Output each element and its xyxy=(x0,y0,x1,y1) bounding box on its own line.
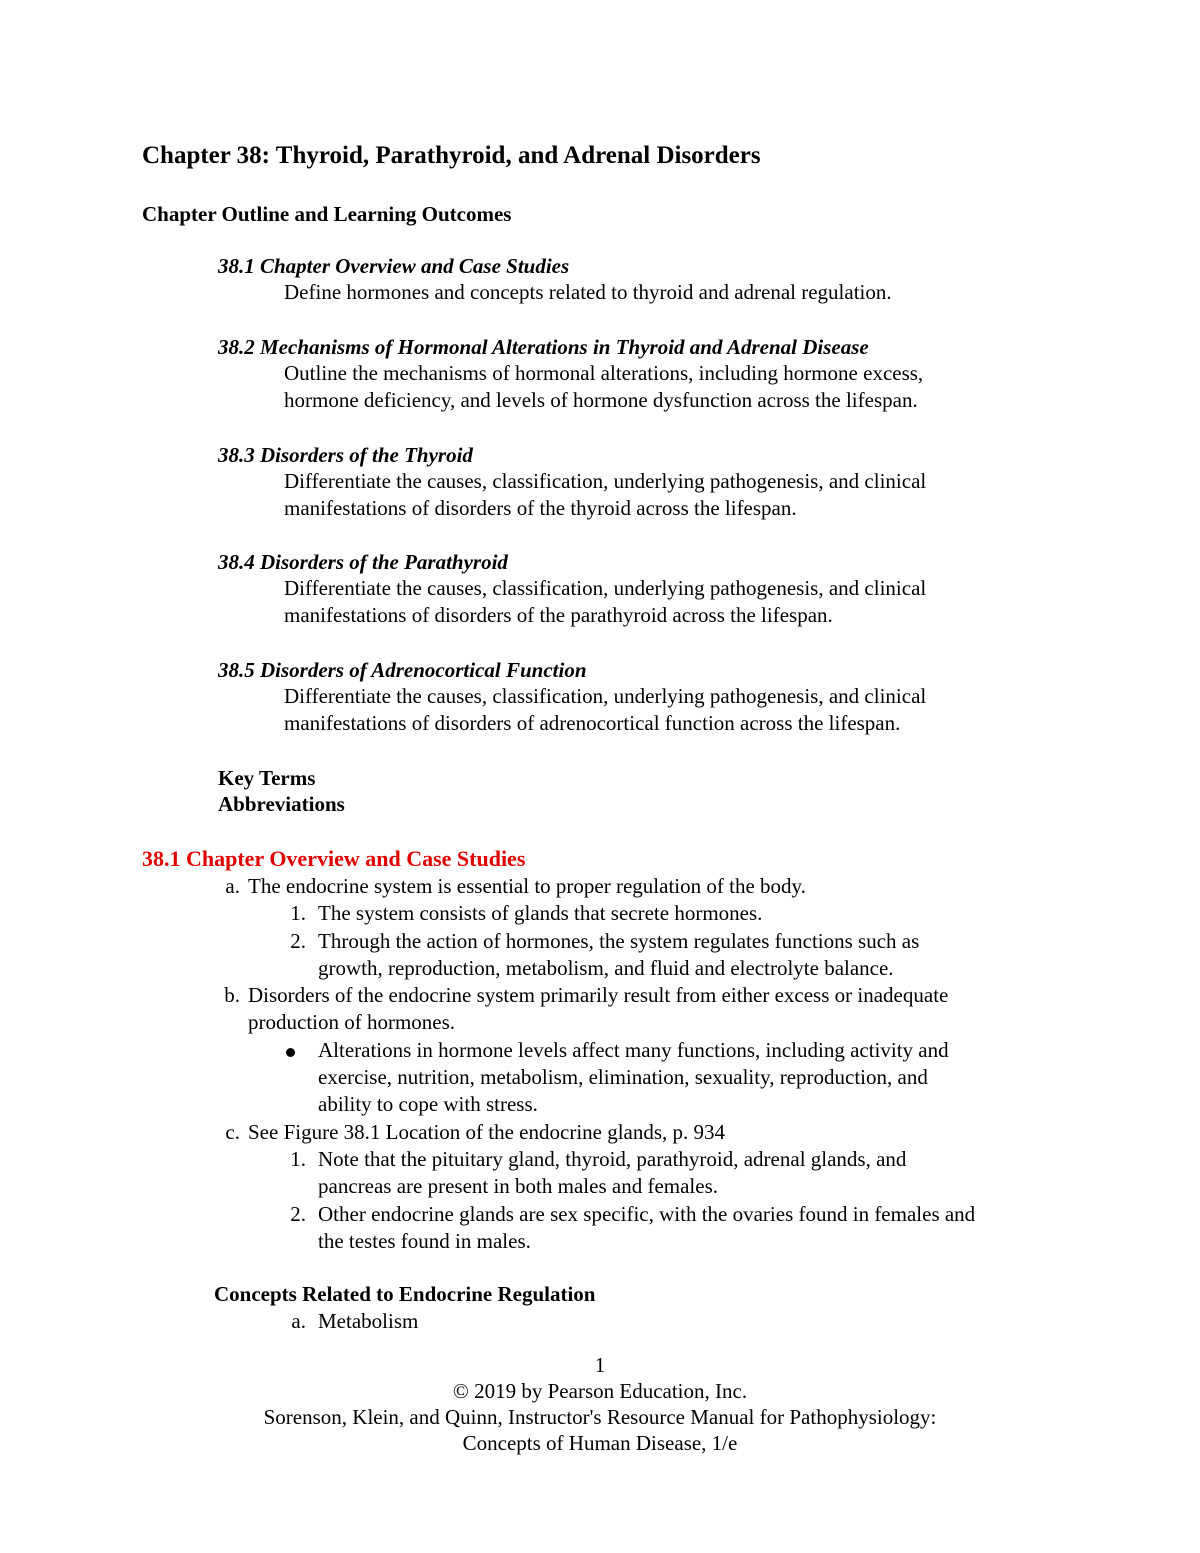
outcome-text: Define hormones and concepts related to thyroid and adrenal regulation. xyxy=(284,280,892,304)
outcome-heading: 38.5 Disorders of Adrenocortical Function xyxy=(218,658,587,682)
list-marker: 1. xyxy=(290,901,306,925)
list-marker: 2. xyxy=(290,1202,306,1226)
list-item-text: Disorders of the endocrine system primarily result from either excess or inadequate xyxy=(248,983,949,1007)
list-item-text: Metabolism xyxy=(318,1309,419,1333)
section-heading: 38.1 Chapter Overview and Case Studies xyxy=(142,846,526,871)
list-marker: c. xyxy=(225,1120,240,1144)
list-marker: 1. xyxy=(290,1147,306,1171)
list-marker: a. xyxy=(291,1309,306,1333)
outcome-text: hormone deficiency, and levels of hormone dysfunction across the lifespan. xyxy=(284,388,918,412)
outcome-heading: 38.1 Chapter Overview and Case Studies xyxy=(218,254,570,278)
list-item-text: The system consists of glands that secrete hormones. xyxy=(318,901,763,925)
outline-heading: Chapter Outline and Learning Outcomes xyxy=(142,202,512,226)
copyright: © 2019 by Pearson Education, Inc. xyxy=(452,1379,748,1403)
citation-line: Concepts of Human Disease, 1/e xyxy=(462,1431,738,1455)
outcome-text: Differentiate the causes, classification, underlying pathogenesis, and clinical xyxy=(284,684,927,708)
page-number: 1 xyxy=(594,1353,606,1377)
list-item-text: See Figure 38.1 Location of the endocrine glands, p. 934 xyxy=(248,1120,726,1144)
key-terms-heading: Key Terms xyxy=(218,766,316,790)
concepts-heading: Concepts Related to Endocrine Regulation xyxy=(214,1282,596,1306)
list-item-text: production of hormones. xyxy=(248,1010,456,1034)
list-item-text: Other endocrine glands are sex specific, with the ovaries found in females and xyxy=(318,1202,976,1226)
list-marker: a. xyxy=(225,874,240,898)
outcome-text: manifestations of disorders of the thyroid across the lifespan. xyxy=(284,496,797,520)
citation-line: Sorenson, Klein, and Quinn, Instructor's Resource Manual for Pathophysiology: xyxy=(263,1405,937,1429)
outcome-heading: 38.4 Disorders of the Parathyroid xyxy=(218,550,508,574)
outcome-text: Differentiate the causes, classification, underlying pathogenesis, and clinical xyxy=(284,576,927,600)
outcome-text: Differentiate the causes, classification, underlying pathogenesis, and clinical xyxy=(284,469,927,493)
list-item-text: Alterations in hormone levels affect many functions, including activity and xyxy=(318,1038,949,1062)
outcome-text: Outline the mechanisms of hormonal alterations, including hormone excess, xyxy=(284,361,924,385)
list-item-text: ability to cope with stress. xyxy=(318,1092,538,1116)
list-item-text: pancreas are present in both males and females. xyxy=(318,1174,718,1198)
list-item-text: growth, reproduction, metabolism, and fluid and electrolyte balance. xyxy=(318,956,894,980)
chapter-title: Chapter 38: Thyroid, Parathyroid, and Adrenal Disorders xyxy=(142,142,761,169)
list-item-text: The endocrine system is essential to proper regulation of the body. xyxy=(248,874,806,898)
list-marker: b. xyxy=(224,983,240,1007)
outcome-heading: 38.2 Mechanisms of Hormonal Alterations in Thyroid and Adrenal Disease xyxy=(218,335,869,359)
bullet-icon xyxy=(286,1048,295,1057)
list-item-text: the testes found in males. xyxy=(318,1229,531,1253)
list-item-text: Note that the pituitary gland, thyroid, parathyroid, adrenal glands, and xyxy=(318,1147,907,1171)
outcome-text: manifestations of disorders of the parathyroid across the lifespan. xyxy=(284,603,833,627)
outcome-text: manifestations of disorders of adrenocortical function across the lifespan. xyxy=(284,711,901,735)
list-item-text: exercise, nutrition, metabolism, elimination, sexuality, reproduction, and xyxy=(318,1065,928,1089)
outcome-heading: 38.3 Disorders of the Thyroid xyxy=(218,443,473,467)
list-item-text: Through the action of hormones, the system regulates functions such as xyxy=(318,929,920,953)
abbreviations-heading: Abbreviations xyxy=(218,792,345,816)
list-marker: 2. xyxy=(290,929,306,953)
